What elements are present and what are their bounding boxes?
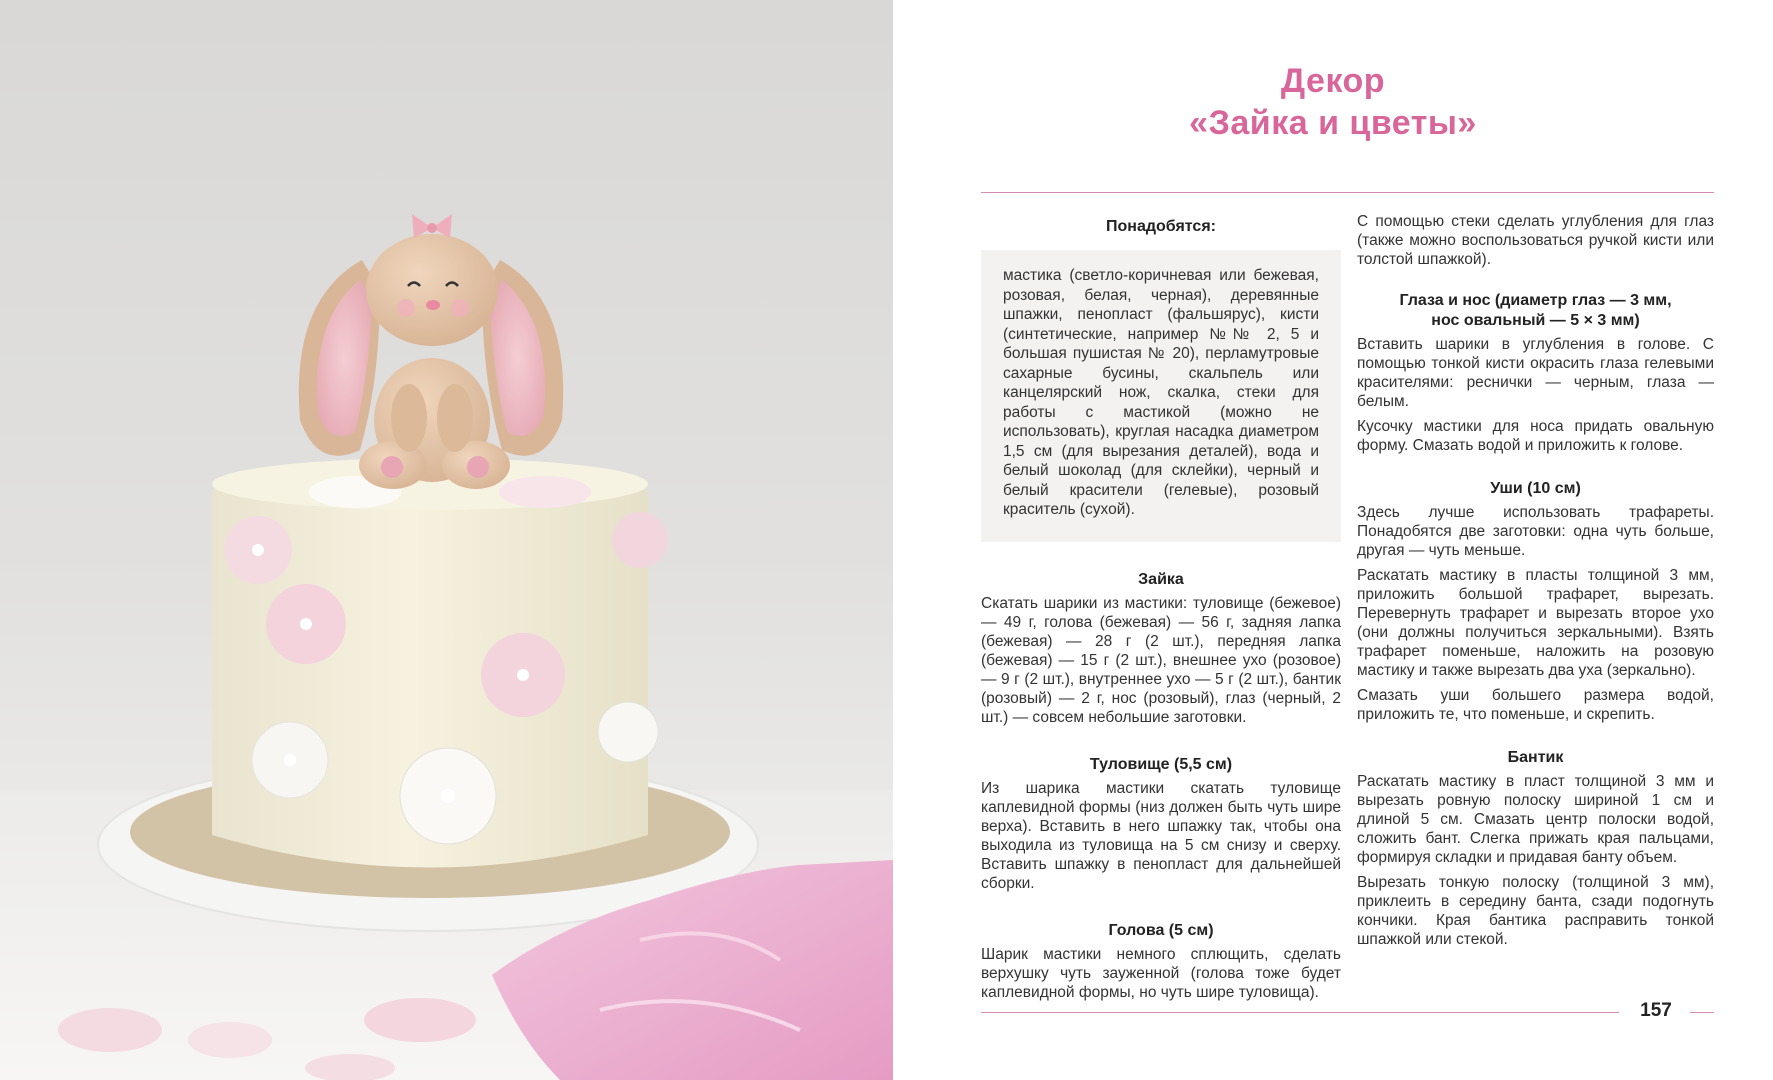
ears-heading: Уши (10 см) — [1490, 480, 1581, 497]
footer-divider-left — [981, 1012, 1619, 1013]
bow-text-2: Вырезать тонкую полоску (толщиной 3 мм), приклеить в середину банта, сзади подогнуть кончики. Края бантика расправить тонкой шпажкой или стекой. — [1357, 874, 1714, 948]
ears-text-2: Раскатать мастику в пласты толщиной 3 мм, приложить большой трафарет, вырезать. Перевернуть трафарет и вырезать второе ухо (они должны получиться зеркальными). Взять трафарет поменьше, наложить на розовую мастику и также вырезать два уха (зеркально). — [1357, 567, 1714, 679]
right-column — [1357, 212, 1714, 955]
head-heading: Голова (5 см) — [1108, 921, 1214, 939]
needs-box — [981, 250, 1341, 542]
bunny-figure — [299, 214, 563, 489]
footer-divider-right — [1690, 1012, 1714, 1013]
bunny-text: Скатать шарики из мастики: туловище (бежевое) — 49 г, голова (бежевая) — 56 г, задняя лапка (бежевая) — 28 г (2 шт.), передняя лапка (бежевая) — 15 г (2 шт.), внешнее ухо (розовое) — 9 г (2 шт.), внутреннее ухо — 5 г (2 шт.), бантик (розовый) — 2 г, нос (розовый), глаз (черный, 2 шт.) — совсем небольшие заготовки. — [981, 594, 1341, 726]
left-column — [981, 212, 1341, 1008]
top-divider — [981, 192, 1714, 193]
needs-heading: Понадобятся: — [1106, 218, 1216, 235]
body-text: Из шарика мастики скатать туловище каплевидной формы (низ должен быть чуть шире верха). Вставить в него шпажку так, чтобы она выходила из туловища на 5 см снизу и сверху. Вставить шпажку в пенопласт для дальнейшей сборки. — [981, 779, 1341, 892]
page-number: 157 — [1640, 1000, 1672, 1021]
needs-text: мастика (светло-коричневая или бежевая, розовая, белая, черная), деревянные шпажки, пенопласт (фальшярус), кисти (синтетические, например №№ 2, 5 и большая пушистая № 20), перламутровые сахарные бусины, скальпель или канцелярский нож, скалка, стеки для работы с мастикой (можно не использовать), круглая насадка диаметром 1,5 см (для вырезания деталей), вода и белый шоколад (для склейки), черный и белый красители (гелевые), розовый краситель (сухой). — [1003, 267, 1319, 518]
bunny-heading: Зайка — [1138, 570, 1184, 588]
ears-text-1: Здесь лучше использовать трафареты. Понадобятся две заготовки: одна чуть больше, другая — чуть меньше. — [1357, 504, 1714, 559]
bow-heading: Бантик — [1507, 749, 1564, 766]
page-title — [893, 60, 1773, 144]
title-line-2: «Зайка и цветы» — [1189, 104, 1477, 142]
eye-sockets-text: С помощью стеки сделать углубления для глаз (также можно воспользоваться ручкой кисти или толстой шпажкой). — [1357, 213, 1714, 268]
head-text: Шарик мастики немного сплющить, сделать верхушку чуть зауженной (голова тоже будет каплевидной формы, но чуть шире туловища). — [981, 945, 1341, 1001]
eyes-text-1: Вставить шарики в углубления в голове. С помощью тонкой кисти окрасить глаза гелевыми красителями: реснички — черным, глаза — белым. — [1357, 336, 1714, 410]
body-heading: Туловище (5,5 см) — [1089, 755, 1233, 773]
eyes-heading — [1357, 291, 1714, 331]
recipe-page — [893, 0, 1773, 1080]
bow-text-1: Раскатать мастику в пласт толщиной 3 мм и вырезать ровную полоску шириной 1 см и длиной 5 см. Смазать центр полоски водой, сложить бант. Слегка прижать края пальцами, формируя складки и придавая банту объем. — [1357, 773, 1714, 866]
eyes-text-2: Кусочку мастики для носа придать овальную форму. Смазать водой и приложить к голове. — [1357, 418, 1714, 454]
eyes-heading-line-2: нос овальный — 5 × 3 мм) — [1431, 312, 1640, 329]
title-line-1: Декор — [1280, 62, 1386, 100]
ears-text-3: Смазать уши большего размера водой, приложить те, что поменьше, и скрепить. — [1357, 687, 1714, 723]
eyes-heading-line-1: Глаза и нос (диаметр глаз — 3 мм, — [1399, 292, 1672, 309]
